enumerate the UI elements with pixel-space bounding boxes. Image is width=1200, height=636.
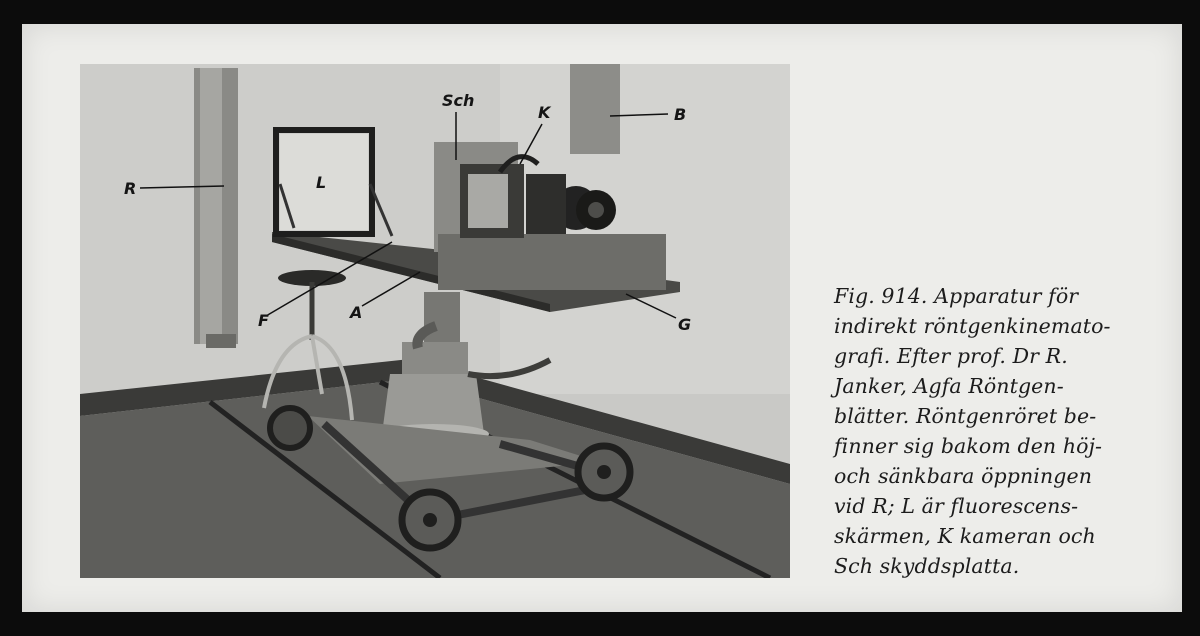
label-b: B <box>674 105 687 124</box>
apparatus-illustration <box>80 64 790 578</box>
label-sch: Sch <box>442 91 475 110</box>
label-a: A <box>350 303 363 322</box>
label-f: F <box>258 311 269 330</box>
label-g: G <box>678 315 692 334</box>
label-k: K <box>538 103 551 122</box>
apparatus-photograph <box>80 64 790 578</box>
label-l: L <box>316 173 327 192</box>
figure-caption: Fig. 914. Apparatur för indirekt röntgenkinemato- grafi. Efter prof. Dr R. Janker, Agfa Röntgen- blätter. Röntgenröret be- finner sig bakom den höj- och sänkbara öppningen vid R; L är fluorescens- skärmen, K kameran och Sch skyddsplatta. <box>834 284 1111 578</box>
label-r: R <box>124 179 137 198</box>
lantern-slide <box>22 24 1182 612</box>
